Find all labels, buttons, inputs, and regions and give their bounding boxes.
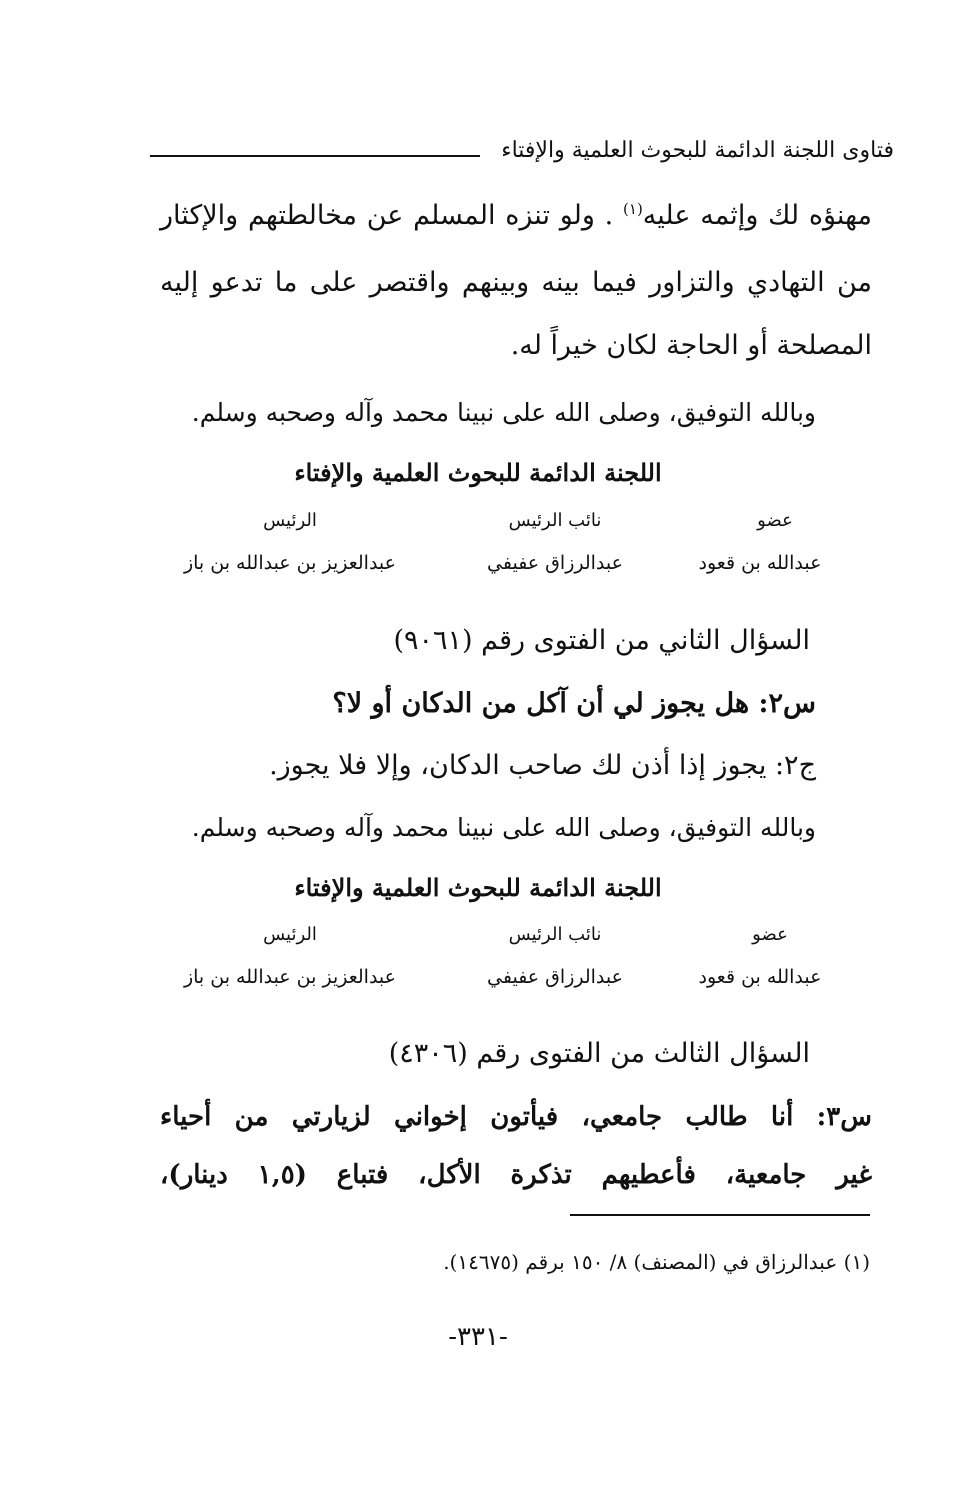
vice-title-2: نائب الرئيس xyxy=(508,924,602,945)
committee-name-2: اللجنة الدائمة للبحوث العلمية والإفتاء xyxy=(294,873,662,902)
paragraph-line-1-end: . ولو تنزه المسلم عن مخالطتهم والإكثار xyxy=(160,200,624,231)
page-number: -٣٣١- xyxy=(448,1322,508,1352)
paragraph-line-2: من التهادي والتزاور فيما بينه وبينهم واقتصر على ما تدعو إليه xyxy=(160,267,872,298)
question-2-text: س٢: هل يجوز لي أن آكل من الدكان أو لا؟ xyxy=(332,688,816,719)
president-title-2: الرئيس xyxy=(263,924,317,945)
vice-name-1: عبدالرزاق عفيفي xyxy=(487,552,623,574)
closing-line-2: وبالله التوفيق، وصلى الله على نبينا محمد وآله وصحبه وسلم. xyxy=(191,813,816,842)
member-title-1: عضو xyxy=(757,510,793,531)
committee-name-1: اللجنة الدائمة للبحوث العلمية والإفتاء xyxy=(294,458,662,487)
president-title-1: الرئيس xyxy=(263,510,317,531)
closing-line-1: وبالله التوفيق، وصلى الله على نبينا محمد وآله وصحبه وسلم. xyxy=(191,398,816,427)
member-name-1: عبدالله بن قعود xyxy=(698,552,822,574)
footnote-rule xyxy=(570,1214,870,1216)
member-name-2: عبدالله بن قعود xyxy=(698,966,822,988)
vice-title-1: نائب الرئيس xyxy=(508,510,602,531)
question-3-line-1: س٣: أنا طالب جامعي، فيأتون إخواني لزيارتي من أحياء xyxy=(160,1102,872,1132)
footnote-reference: (١) xyxy=(623,200,643,218)
question-3-reference: السؤال الثالث من الفتوى رقم (٤٣٠٦) xyxy=(388,1038,810,1069)
answer-2-text: ج٢: يجوز إذا أذن لك صاحب الدكان، وإلا فلا يجوز. xyxy=(269,750,816,781)
question-2-reference: السؤال الثاني من الفتوى رقم (٩٠٦١) xyxy=(393,625,810,656)
question-3-line-2: غير جامعية، فأعطيهم تذكرة الأكل، فتباع (١,٥ دينار)، xyxy=(160,1160,872,1190)
paragraph-line-1 xyxy=(160,200,872,231)
running-header: فتاوى اللجنة الدائمة للبحوث العلمية والإفتاء xyxy=(501,138,894,163)
member-title-2: عضو xyxy=(752,924,788,945)
vice-name-2: عبدالرزاق عفيفي xyxy=(487,966,623,988)
header-rule xyxy=(150,155,480,157)
footnote: (١) عبدالرزاق في (المصنف) ٨/ ١٥٠ برقم (١٤٦٧٥). xyxy=(443,1250,870,1274)
president-name-1: عبدالعزيز بن عبدالله بن باز xyxy=(183,552,397,574)
president-name-2: عبدالعزيز بن عبدالله بن باز xyxy=(183,966,397,988)
paragraph-line-1-start: مهنؤه لك وإثمه عليه xyxy=(642,200,872,231)
paragraph-line-3: المصلحة أو الحاجة لكان خيراً له. xyxy=(510,330,872,361)
